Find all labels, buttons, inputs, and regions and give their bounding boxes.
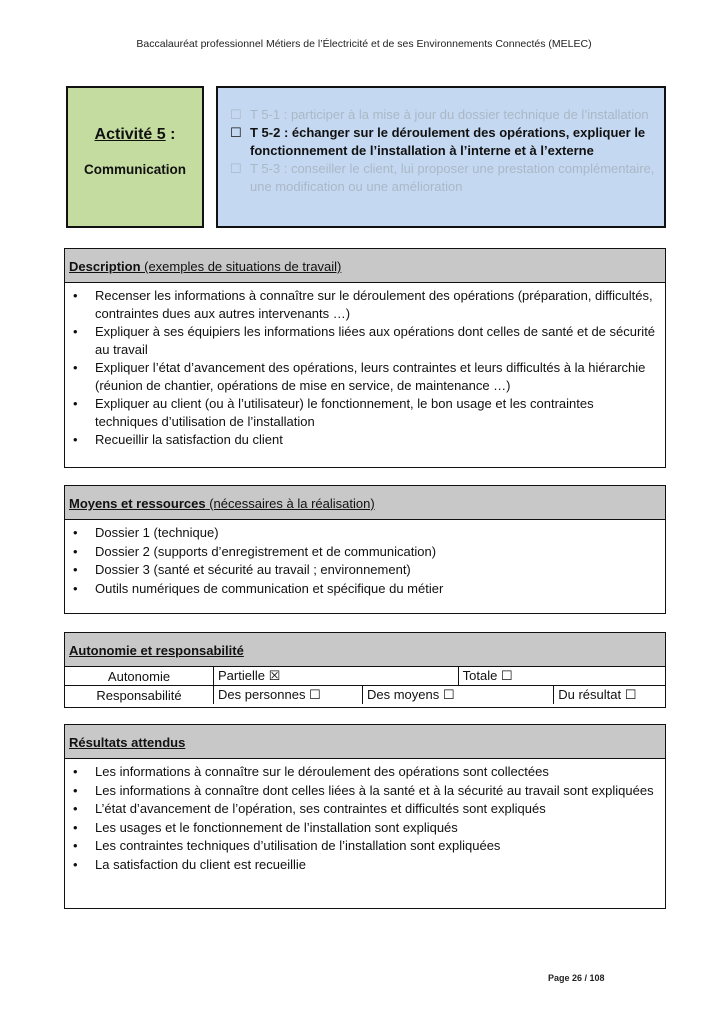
list-item-text: Expliquer au client (ou à l’utilisateur) le fonctionnement, le bon usage et les contraintes techniques d’utilisation de l’installation — [95, 396, 594, 429]
table-row — [65, 667, 665, 686]
table-row — [65, 686, 665, 705]
bullet-icon: • — [73, 764, 78, 779]
page-number — [548, 973, 605, 983]
list-item-text: Les informations à connaître sur le déroulement des opérations sont collectées — [95, 764, 549, 779]
bullet-icon: • — [73, 288, 78, 303]
resultats-heading — [65, 725, 665, 759]
page-label: Page — [548, 973, 573, 983]
moyens-subtitle: (nécessaires à la réalisation) — [205, 496, 375, 511]
autonomie-partielle: Partielle ☒ — [214, 667, 459, 686]
responsabilite-resultat: Du résultat ☐ — [554, 686, 665, 705]
list-item — [73, 287, 659, 322]
moyens-heading — [65, 486, 665, 520]
page-current: 26 — [572, 973, 583, 983]
autonomie-section — [64, 632, 666, 708]
bullet-icon: • — [73, 432, 78, 447]
activity-colon: : — [165, 126, 176, 143]
autonomie-label: Autonomie — [65, 667, 214, 686]
checkbox-icon: ☐ — [230, 107, 242, 122]
bullet-icon: • — [73, 782, 78, 798]
list-item — [73, 837, 659, 855]
bullet-icon: • — [73, 801, 78, 816]
list-item — [73, 580, 659, 598]
list-item — [73, 524, 659, 542]
tasks-box — [216, 86, 666, 228]
list-item-text: Dossier 1 (technique) — [95, 525, 219, 540]
list-item-text: Dossier 3 (santé et sécurité au travail ; environnement) — [95, 562, 411, 577]
responsabilite-moyens: Des moyens ☐ — [363, 686, 554, 705]
checkbox-icon: ☐ — [230, 161, 242, 176]
task-item-5-1 — [230, 106, 658, 124]
responsabilite-label: Responsabilité — [65, 686, 214, 705]
list-item-text: Les usages et le fonctionnement de l’installation sont expliqués — [95, 819, 458, 835]
bullet-icon: • — [73, 396, 78, 411]
bullet-icon: • — [73, 580, 78, 596]
list-item-text: Expliquer l’état d’avancement des opérations, leurs contraintes et leurs difficultés à la hiérarchie (réunion de chantier, opérations de mise en service, de maintenance …) — [95, 360, 646, 393]
task-text: T 5-1 : participer à la mise à jour du dossier technique de l’installation — [250, 107, 649, 122]
list-item — [73, 359, 659, 394]
list-item-text: Recenser les informations à connaître sur le déroulement des opérations (préparation, difficultés, contraintes dues aux autres intervenants …) — [95, 288, 653, 321]
description-heading — [65, 249, 665, 283]
list-item — [73, 561, 659, 579]
description-subtitle: (exemples de situations de travail) — [140, 259, 342, 274]
activity-name: Communication — [83, 162, 186, 177]
task-text: T 5-3 : conseiller le client, lui proposer une prestation complémentaire, une modification ou une amélioration — [250, 161, 655, 194]
autonomie-table — [65, 667, 665, 704]
checkbox-icon: ☐ — [230, 125, 242, 140]
list-item — [73, 431, 659, 449]
description-list — [65, 283, 665, 449]
activity-title — [68, 126, 202, 144]
autonomie-heading — [65, 633, 665, 667]
bullet-icon: • — [73, 525, 78, 540]
list-item — [73, 395, 659, 430]
list-item-text: Les contraintes techniques d’utilisation de l’installation sont expliquées — [95, 838, 501, 853]
list-item-text: Expliquer à ses équipiers les informations liées aux opérations dont celles de santé et de sécurité au travail — [95, 324, 656, 357]
moyens-section — [64, 485, 666, 614]
list-item-text: Les informations à connaître dont celles liées à la santé et à la sécurité au travail sont expliquées — [95, 782, 654, 798]
list-item — [73, 782, 659, 800]
list-item-text: Dossier 2 (supports d’enregistrement et de communication) — [95, 543, 437, 559]
bullet-icon: • — [73, 562, 78, 577]
list-item — [73, 763, 659, 781]
list-item — [73, 323, 659, 358]
list-item — [73, 800, 659, 818]
bullet-icon: • — [73, 838, 78, 853]
bullet-icon: • — [73, 360, 78, 375]
activity-label: Activité 5 — [94, 126, 166, 143]
bullet-icon: • — [73, 324, 78, 339]
list-item — [73, 856, 659, 874]
bullet-icon: • — [73, 543, 78, 559]
resultats-section — [64, 724, 666, 909]
list-item — [73, 819, 659, 837]
task-item-5-3 — [230, 160, 658, 196]
moyens-list — [65, 520, 665, 597]
autonomie-totale: Totale ☐ — [458, 667, 665, 686]
list-item-text: La satisfaction du client est recueillie — [95, 856, 307, 872]
list-item — [73, 543, 659, 561]
description-section — [64, 248, 666, 468]
task-item-5-2 — [230, 124, 658, 160]
list-item-text: Outils numériques de communication et spécifique du métier — [95, 580, 444, 596]
description-title: Description — [69, 259, 141, 274]
moyens-title: Moyens et ressources — [69, 496, 206, 511]
task-text: T 5-2 : échanger sur le déroulement des opérations, expliquer le fonctionnement de l’installation à l’interne et à l’externe — [250, 125, 646, 158]
activity-box — [66, 86, 204, 228]
page-sep: / — [582, 973, 590, 983]
page-total: 108 — [589, 973, 605, 983]
resultats-title: Résultats attendus — [69, 735, 186, 750]
list-item-text: L’état d’avancement de l’opération, ses contraintes et difficultés sont expliqués — [95, 801, 546, 816]
list-item-text: Recueillir la satisfaction du client — [95, 432, 283, 447]
page-header: Baccalauréat professionnel Métiers de l’Électricité et de ses Environnements Connectés (MELEC) — [136, 38, 592, 50]
autonomie-title: Autonomie et responsabilité — [69, 643, 244, 658]
bullet-icon: • — [73, 856, 78, 872]
responsabilite-personnes: Des personnes ☐ — [214, 686, 363, 705]
resultats-list — [65, 759, 665, 873]
bullet-icon: • — [73, 819, 78, 835]
